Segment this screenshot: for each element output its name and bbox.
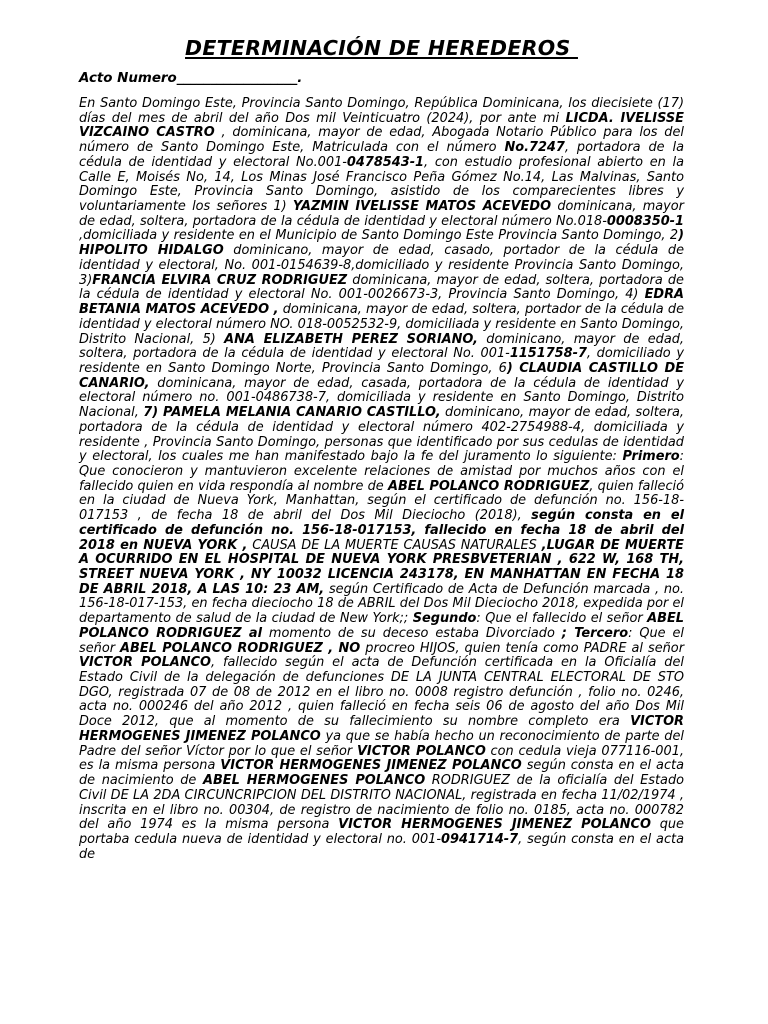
text-run: dominicana, mayor de edad, soltera, portador de la cédula de identidad y electoral número NO. 018-0052532-9, domiciliada y residente en Santo Domingo, Distrito Nacional, 5) [79,302,684,347]
text-run: momento de su deceso estaba Divorciado [262,625,562,641]
bold-text-run: 0008350-1 [606,213,684,229]
text-run: , según consta en el acta de [79,831,684,862]
text-run: , domiciliado y residente en Santo Domingo Norte, Provincia Santo Domingo, 6 [79,346,684,376]
text-run: ya que se había hecho un reconocimiento de parte del Padre del señor Víctor por lo que el señor [79,728,684,759]
text-run: dominicano, mayor de edad, casado, portador de la cédula de identidad y electoral, No. 001-0154639-8,domiciliado y residente Provincia Santo Domingo, 3) [79,243,684,288]
text-run: En Santo Domingo Este, Provincia Santo Domingo, República Dominicana, los diecisiete (17) días del mes de abril del año Dos mil Veinticuatro (2024), por ante mi [79,96,684,126]
bold-text-run: 7) PAMELA MELANIA CANARIO CASTILLO, [143,405,441,421]
text-run: , portadora de la cédula de identidad y electoral No.001- [79,140,685,170]
bold-text-run: Primero [622,449,680,465]
text-run: que portaba cedula nueva de identidad y electoral no. 001- [79,817,684,847]
bold-text-run: VICTOR HERMOGENES JIMENEZ POLANCO [220,758,522,774]
text-run: según Certificado de Acta de Defunción marcada , no. 156-18-017-153, en fecha dieciocho 18 de ABRIL del Dos Mil Dieciocho 2018, expedida por el departamento de salud de la ciudad de New York;; [79,581,685,627]
text-run: con cedula vieja 077116-001, es la misma persona [79,743,684,774]
document-title: DETERMINACIÓN DE HEREDEROS [185,36,578,60]
text-run: : Que el fallecido el señor [476,611,648,627]
bold-text-run: VICTOR HERMOGENES JIMENEZ POLANCO [338,817,651,833]
bold-text-run: 1151758-7 [509,346,587,362]
acto-numero-line: Acto Numero__________________. [79,71,303,86]
text-run: , con estudio profesional abierto en la Calle E, Moisés No, 14, Los Minas José Francisco Peña Gómez No.14, Las Malvinas, Santo Domingo Este, Provincia Santo Domingo, asistido de los comparecientes libres y voluntariamente los señores 1) [79,154,684,215]
text-run: : Que conocieron y mantuvieron excelente relaciones de amistad por muchos años con el fallecido quien en vida respondía al nombre de [79,449,684,494]
text-run: dominicana, mayor de edad, casada, portadora de la cédula de identidad y electoral número no. 001-0486738-7, domiciliada y residente en Santo Domingo, Distrito Nacional, [79,375,684,421]
text-run: dominicano, mayor de edad, soltera, portadora de la cédula de identidad y electoral número 402-2754988-4, domiciliada y residente , Provincia Santo Domingo, personas que identificado por sus cedulas de identidad y electoral, los cuales me han manifestado bajo la fe del juramento lo siguiente: [79,405,684,465]
bold-text-run: según consta en el certificado de defunción no. 156-18-017153, fallecido en fecha 18 de abril del 2018 en NUEVA YORK , [79,508,684,553]
text-run: CAUSA DE LA MUERTE CAUSAS NATURALES [247,537,542,553]
bold-text-run: ABEL POLANCO RODRIGUEZ [387,478,590,494]
text-run: procreo HIJOS, quien tenía como PADRE al señor [360,640,684,656]
text-run: : Que el señor [79,625,684,656]
bold-text-run: VICTOR POLANCO [356,743,486,759]
bold-text-run: FRANCIA ELVIRA CRUZ RODRIGUEZ [92,272,348,288]
bold-text-run: ANA ELIZABETH PEREZ SORIANO, [224,331,478,347]
bold-text-run: VICTOR POLANCO [79,655,211,671]
text-run: dominicana, mayor de edad, soltera, portadora de la cédula de identidad y electoral No. 001-0026673-3, Provincia Santo Domingo, 4) [79,272,684,303]
text-run: RODRIGUEZ de la oficialía del Estado Civil DE LA 2DA CIRCUNCRIPCION DEL DISTRITO NACIONAL, registrada en fecha 11/02/1974 , inscrita en el libro no. 00304, de registro de nacimiento de folio no. 0185, acta no. 000782 del año 1974 es la misma persona [79,773,685,833]
text-run: , fallecido según el acta de Defunción certificada en la Oficialía del Estado Civil de la delegación de defunciones DE LA JUNTA CENTRAL ELECTORAL DE STO DGO, registrada 07 de 08 de 2012 en el libro no. 0008 registro defunción , folio no. 0246, acta no. 000246 del año 2012 , quien falleció en fecha seis 06 de agosto del año Dos Mil Doce 2012, que al momento de su fallecimiento su nombre completo era [79,655,685,730]
document-page [79,34,684,862]
text-run: dominicana, mayor de edad, soltera, portadora de la cédula de identidad y electoral número No.018- [79,199,684,229]
bold-text-run: No.7247 [504,140,565,156]
bold-text-run: ; Tercero [561,625,629,641]
text-run: según consta en el acta de nacimiento de [79,758,684,789]
bold-text-run: 0941714-7 [441,831,519,847]
bold-text-run: Segundo [412,611,477,627]
bold-text-run: VICTOR HERMOGENES JIMENEZ POLANCO [79,714,684,744]
bold-text-run: LICDA. IVELISSE VIZCAINO CASTRO [79,110,684,141]
text-run: , dominicana, mayor de edad, Abogada Notario Público para los del número de Santo Domingo Este, Matriculada con el número [79,125,684,156]
text-run: dominicano, mayor de edad, soltera, portadora de la cédula de identidad y electoral No. 001- [79,331,684,362]
bold-text-run: ) HIPOLITO HIDALGO [79,228,684,259]
text-run: , quien falleció en la ciudad de Nueva York, Manhattan, según el certificado de defunción no. 156-18- 017153 , de fecha 18 de abril del Dos Mil Dieciocho (2018), [79,478,685,524]
text-run: ,domiciliada y residente en el Municipio de Santo Domingo Este Provincia Santo Domingo, 2 [79,228,679,244]
document-body [79,97,684,862]
bold-text-run: ABEL HERMOGENES POLANCO [202,773,426,789]
bold-text-run: ,LUGAR DE MUERTE A OCURRIDO EN EL HOSPITAL DE NUEVA YORK PRESBVETERIAN , 622 W, 168 TH, STREET NUEVA YORK , NY 10032 LICENCIA 243178, EN MANHATTAN EN FECHA 18 DE ABRIL 2018, A LAS 10: 23 AM, [79,537,684,597]
bold-text-run: ABEL POLANCO RODRIGUEZ al [79,611,684,641]
bold-text-run: ) CLAUDIA CASTILLO DE CANARIO, [79,360,685,391]
bold-text-run: ABEL POLANCO RODRIGUEZ , NO [120,640,361,656]
bold-text-run: 0478543-1 [346,154,425,170]
bold-text-run: EDRA BETANIA MATOS ACEVEDO , [79,287,684,318]
bold-text-run: YAZMIN IVELISSE MATOS ACEVEDO [292,199,552,215]
